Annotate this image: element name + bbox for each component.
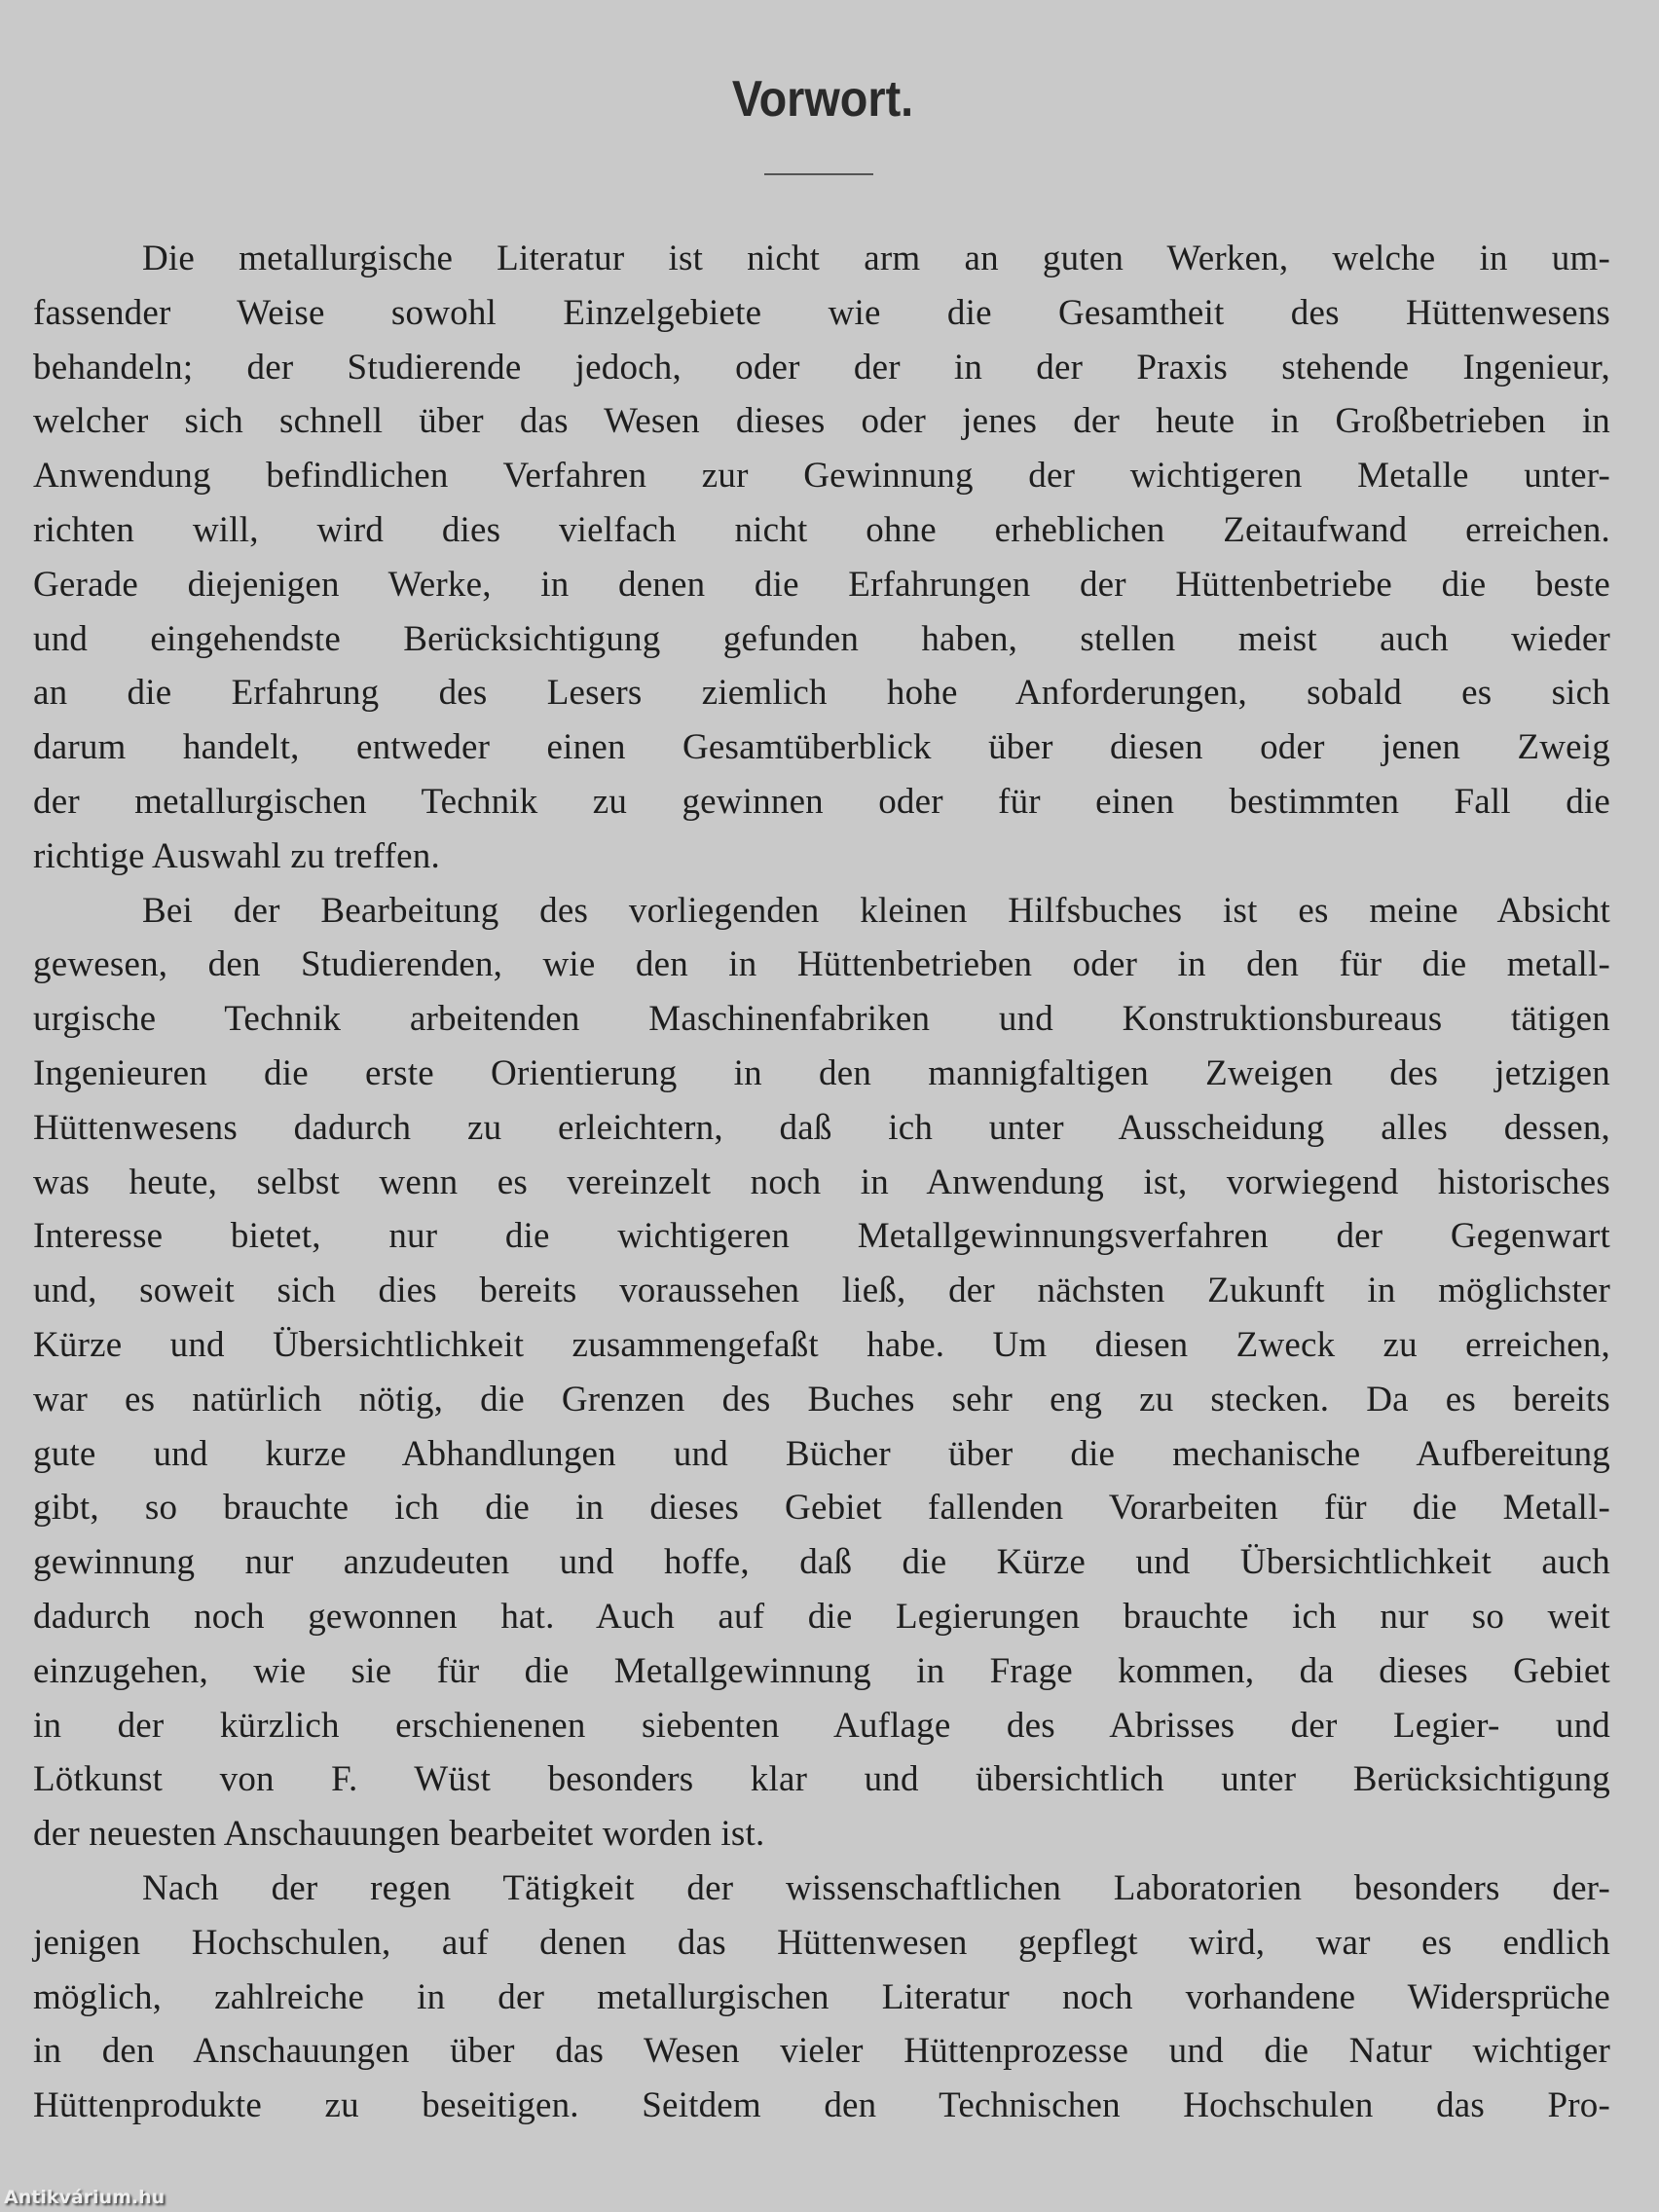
text-line: Hüttenwesens dadurch zu erleichtern, daß ich unter Ausscheidung alles dessen, [33,1107,1610,1148]
text-line: fassender Weise sowohl Einzelgebiete wie die Gesamtheit des Hüttenwesens [33,292,1610,333]
paragraph [33,232,1610,884]
text-line: welcher sich schnell über das Wesen dieses oder jenes der heute in Großbetrieben in [33,401,1610,442]
text-line: dadurch noch gewonnen hat. Auch auf die Legierungen brauchte ich nur so weit [33,1596,1610,1637]
text-line: einzugehen, wie sie für die Metallgewinnung in Frage kommen, da dieses Gebiet [33,1650,1610,1691]
text-line: Ingenieuren die erste Orientierung in den mannigfaltigen Zweigen des jetzigen [33,1052,1610,1093]
text-line: gewesen, den Studierenden, wie den in Hüttenbetrieben oder in den für die metall- [33,944,1610,985]
paragraph [33,1862,1610,2133]
text-line: urgische Technik arbeitenden Maschinenfabriken und Konstruktionsbureaus tätigen [33,999,1610,1040]
text-line: jenigen Hochschulen, auf denen das Hüttenwesen gepflegt wird, war es endlich [33,1922,1610,1963]
title-divider [764,173,873,175]
watermark-logo: Antikvárium.hu [4,2187,166,2208]
text-line: Hüttenprodukte zu beseitigen. Seitdem den Technischen Hochschulen das Pro- [33,2085,1610,2126]
text-line: Die metallurgische Literatur ist nicht arm an guten Werken, welche in um- [142,239,1610,278]
text-line: in der kürzlich erschienenen siebenten Auflage des Abrisses der Legier- und [33,1705,1610,1746]
text-line: Kürze und Übersichtlichkeit zusammengefaßt habe. Um diesen Zweck zu erreichen, [33,1324,1610,1365]
text-line: Lötkunst von F. Wüst besonders klar und übersichtlich unter Berücksichtigung [33,1759,1610,1800]
text-line: war es natürlich nötig, die Grenzen des Buches sehr eng zu stecken. Da es bereits [33,1379,1610,1419]
text-line: richten will, wird dies vielfach nicht ohne erheblichen Zeitaufwand erreichen. [33,509,1610,550]
text-line: an die Erfahrung des Lesers ziemlich hohe Anforderungen, sobald es sich [33,673,1610,714]
text-line: richtige Auswahl zu treffen. [33,835,440,876]
text-line: Gerade diejenigen Werke, in denen die Erfahrungen der Hüttenbetriebe die beste [33,564,1610,605]
text-line: der neuesten Anschauungen bearbeitet worden ist. [33,1814,765,1855]
text-line: Interesse bietet, nur die wichtigeren Metallgewinnungsverfahren der Gegenwart [33,1216,1610,1257]
text-line: der metallurgischen Technik zu gewinnen oder für einen bestimmten Fall die [33,781,1610,822]
body-text [33,232,1610,2133]
text-line: gute und kurze Abhandlungen und Bücher über die mechanische Aufbereitung [33,1433,1610,1474]
text-line: gibt, so brauchte ich die in dieses Gebiet fallenden Vorarbeiten für die Metall- [33,1488,1610,1529]
text-line: Bei der Bearbeitung des vorliegenden kleinen Hilfsbuches ist es meine Absicht [142,890,1610,931]
text-line: Anwendung befindlichen Verfahren zur Gewinnung der wichtigeren Metalle unter- [33,456,1610,497]
text-line: möglich, zahlreiche in der metallurgischen Literatur noch vorhandene Widersprüche [33,1976,1610,2017]
text-line: darum handelt, entweder einen Gesamtüberblick über diesen oder jenen Zweig [33,727,1610,768]
page-title: Vorwort. [731,71,914,128]
text-line: Nach der regen Tätigkeit der wissenschaftlichen Laboratorien besonders der- [142,1867,1610,1908]
text-line: gewinnung nur anzudeuten und hoffe, daß die Kürze und Übersichtlichkeit auch [33,1542,1610,1583]
text-line: und, soweit sich dies bereits voraussehen ließ, der nächsten Zukunft in möglichster [33,1271,1610,1311]
text-line: behandeln; der Studierende jedoch, oder der in der Praxis stehende Ingenieur, [33,347,1610,387]
text-line: was heute, selbst wenn es vereinzelt noch in Anwendung ist, vorwiegend historisches [33,1161,1610,1202]
paragraph [33,884,1610,1862]
text-line: und eingehendste Berücksichtigung gefunden haben, stellen meist auch wieder [33,618,1610,659]
text-line: in den Anschauungen über das Wesen vieler Hüttenprozesse und die Natur wichtiger [33,2031,1610,2072]
